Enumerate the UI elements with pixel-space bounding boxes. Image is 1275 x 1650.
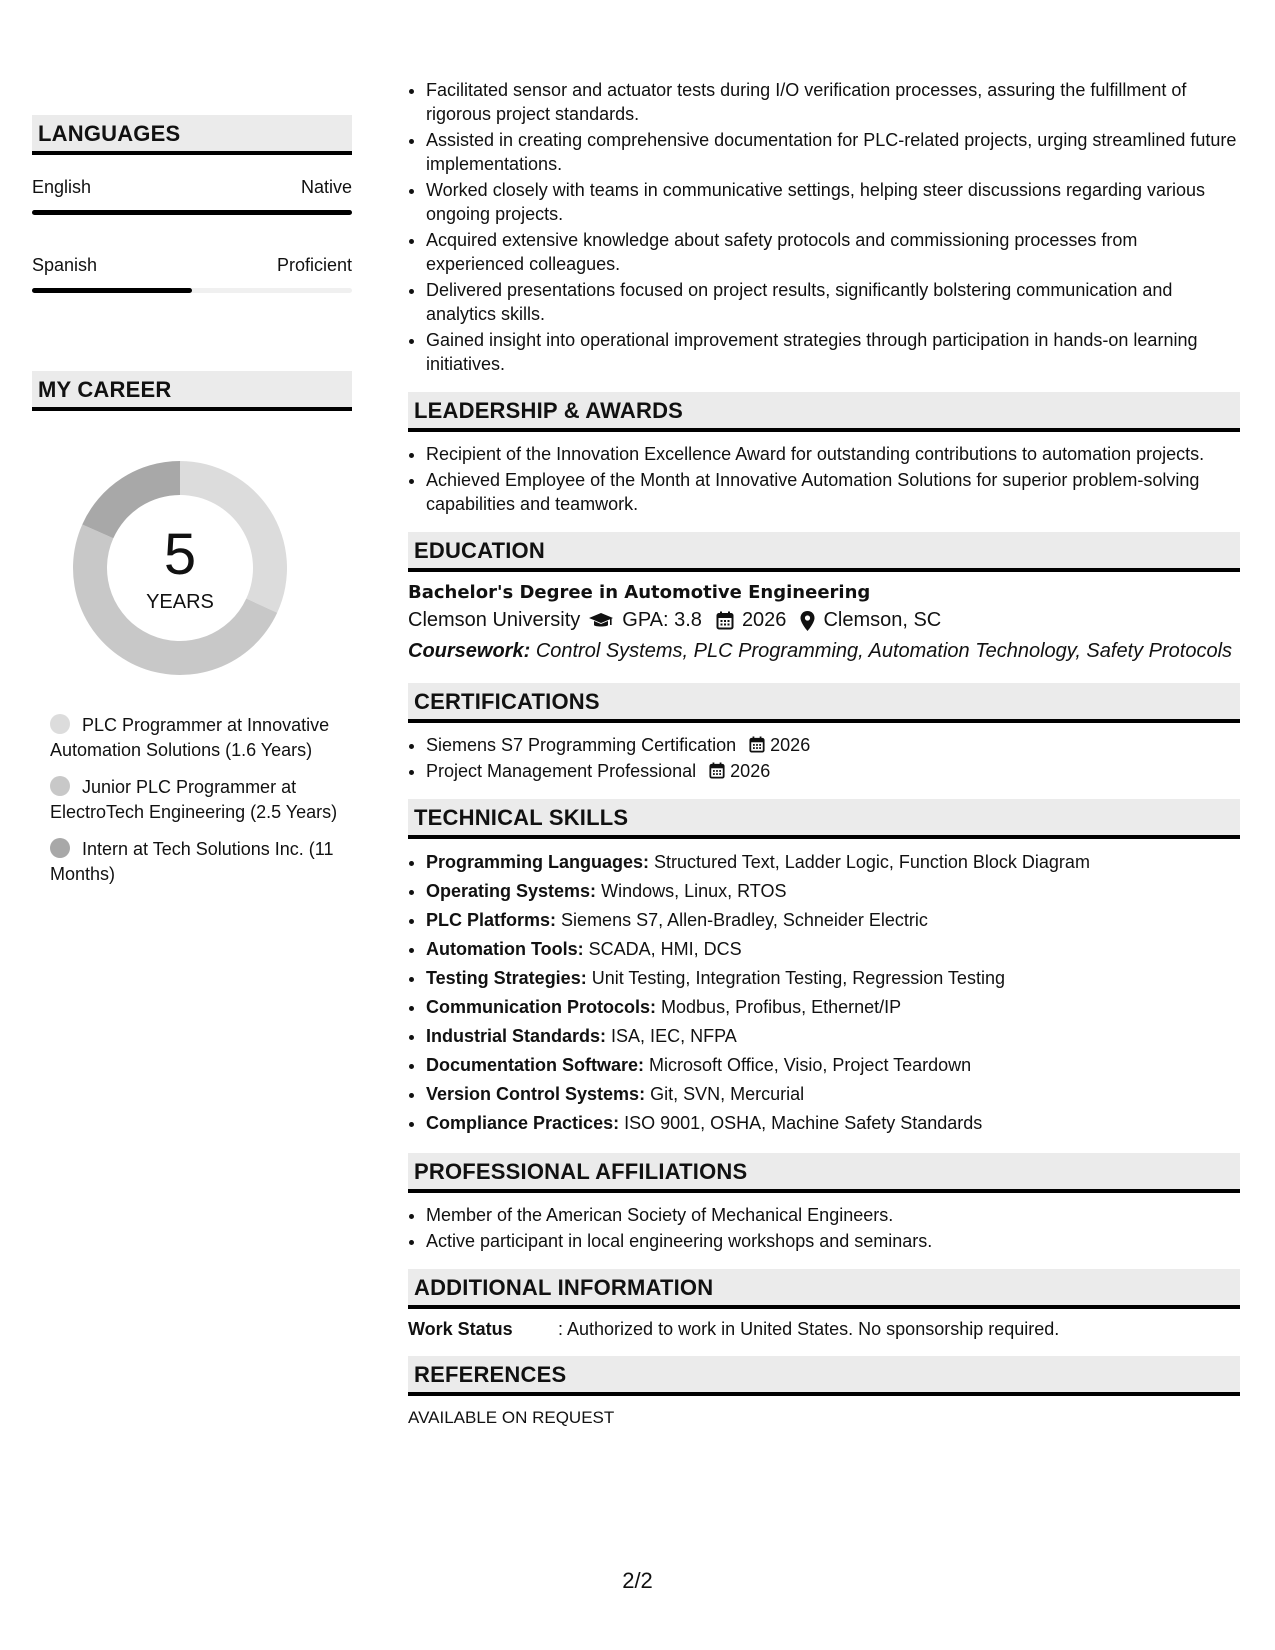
list-item bbox=[426, 878, 1240, 905]
legend-dot bbox=[50, 776, 70, 796]
skill-category: Industrial Standards: bbox=[426, 1026, 607, 1046]
skill-category: Testing Strategies: bbox=[426, 968, 587, 988]
calendar-icon bbox=[709, 762, 725, 779]
language-level-bar bbox=[32, 210, 352, 215]
gpa: GPA: 3.8 bbox=[622, 609, 702, 631]
list-item: • Facilitated sensor and actuator tests during I/O verification processes, assuring the fulfillment of rigorous project standards. bbox=[426, 78, 1240, 126]
school-name: Clemson University bbox=[408, 609, 581, 631]
certification-year: 2026 bbox=[730, 761, 771, 781]
experience-bullets bbox=[408, 78, 1240, 376]
skill-category: Version Control Systems: bbox=[426, 1084, 646, 1104]
language-level: Native bbox=[300, 177, 352, 197]
list-item bbox=[426, 1052, 1240, 1079]
affiliations-heading: PROFESSIONAL AFFILIATIONS bbox=[408, 1153, 1240, 1193]
skills-heading: TECHNICAL SKILLS bbox=[408, 799, 1240, 839]
list-item: • Assisted in creating comprehensive documentation for PLC-related projects, urging streamlined future implementations. bbox=[426, 128, 1240, 176]
work-status-label: Work Status bbox=[408, 1319, 513, 1339]
career-total-number: 5 bbox=[163, 522, 197, 587]
school-location: Clemson, SC bbox=[823, 609, 942, 631]
career-legend bbox=[32, 713, 352, 887]
degree-title: Bachelor's Degree in Automotive Engineering bbox=[408, 582, 871, 603]
list-item bbox=[426, 733, 1240, 757]
skills-section bbox=[408, 799, 1240, 1137]
language-item bbox=[32, 255, 352, 293]
skill-category: Communication Protocols: bbox=[426, 997, 657, 1017]
calendar-icon bbox=[716, 611, 734, 630]
language-level-fill bbox=[32, 210, 352, 215]
career-legend-item bbox=[50, 837, 352, 887]
list-item bbox=[426, 936, 1240, 963]
skill-category: PLC Platforms: bbox=[426, 910, 557, 930]
certifications-list bbox=[408, 733, 1240, 783]
list-item bbox=[426, 965, 1240, 992]
language-level-fill bbox=[32, 288, 192, 293]
page-number: 2/2 bbox=[622, 1568, 653, 1593]
education-section bbox=[408, 532, 1240, 663]
affiliations-list bbox=[408, 1203, 1240, 1253]
career-total-unit: YEARS bbox=[146, 591, 214, 613]
skill-values: Modbus, Profibus, Ethernet/IP bbox=[661, 997, 902, 1017]
legend-dot bbox=[50, 838, 70, 858]
additional-info-heading: ADDITIONAL INFORMATION bbox=[408, 1269, 1240, 1309]
list-item bbox=[426, 907, 1240, 934]
work-status-value: : Authorized to work in United States. No sponsorship required. bbox=[558, 1319, 1060, 1339]
language-level-bar bbox=[32, 288, 352, 293]
skill-values: ISA, IEC, NFPA bbox=[611, 1026, 737, 1046]
list-item: • Member of the American Society of Mechanical Engineers. bbox=[426, 1203, 1240, 1227]
graduation-year: 2026 bbox=[741, 609, 787, 631]
additional-info-section bbox=[408, 1269, 1240, 1340]
language-name: Spanish bbox=[32, 255, 98, 275]
skill-values: Structured Text, Ladder Logic, Function Block Diagram bbox=[654, 852, 1090, 872]
skill-values: Unit Testing, Integration Testing, Regression Testing bbox=[591, 968, 1005, 988]
certifications-heading: CERTIFICATIONS bbox=[408, 683, 1240, 723]
work-status-row bbox=[408, 1319, 1240, 1340]
skill-category: Automation Tools: bbox=[426, 939, 584, 959]
career-legend-item bbox=[50, 713, 352, 763]
skill-values: Windows, Linux, RTOS bbox=[601, 881, 787, 901]
career-legend-item bbox=[50, 775, 352, 825]
list-item bbox=[426, 994, 1240, 1021]
certifications-section bbox=[408, 683, 1240, 783]
list-item: • Recipient of the Innovation Excellence Award for outstanding contributions to automation projects. bbox=[426, 442, 1240, 466]
leadership-list bbox=[408, 442, 1240, 516]
language-item bbox=[32, 177, 352, 215]
skill-values: Siemens S7, Allen-Bradley, Schneider Electric bbox=[561, 910, 928, 930]
skill-category: Compliance Practices: bbox=[426, 1113, 620, 1133]
list-item bbox=[426, 1023, 1240, 1050]
leadership-section bbox=[408, 392, 1240, 516]
list-item bbox=[426, 1081, 1240, 1108]
skill-values: SCADA, HMI, DCS bbox=[588, 939, 742, 959]
leadership-heading: LEADERSHIP & AWARDS bbox=[408, 392, 1240, 432]
skill-values: ISO 9001, OSHA, Machine Safety Standards bbox=[624, 1113, 983, 1133]
language-level: Proficient bbox=[276, 255, 352, 275]
legend-dot bbox=[50, 714, 70, 734]
skill-category: Documentation Software: bbox=[426, 1055, 645, 1075]
coursework bbox=[408, 640, 1240, 663]
references-section bbox=[408, 1356, 1240, 1428]
references-text: AVAILABLE ON REQUEST bbox=[408, 1408, 615, 1427]
certification-year: 2026 bbox=[770, 735, 811, 755]
list-item: • Achieved Employee of the Month at Innovative Automation Solutions for superior problem-solving capabilities and teamwork. bbox=[426, 468, 1240, 516]
career-legend-label: Junior PLC Programmer at ElectroTech Engineering (2.5 Years) bbox=[50, 777, 338, 822]
skill-values: Microsoft Office, Visio, Project Teardown bbox=[649, 1055, 972, 1075]
list-item bbox=[426, 1110, 1240, 1137]
languages-heading: LANGUAGES bbox=[32, 115, 352, 155]
references-heading: REFERENCES bbox=[408, 1356, 1240, 1396]
skill-values: Git, SVN, Mercurial bbox=[650, 1084, 805, 1104]
skills-list bbox=[408, 849, 1240, 1137]
skill-category: Programming Languages: bbox=[426, 852, 650, 872]
main-content bbox=[408, 78, 1240, 1428]
calendar-icon bbox=[749, 736, 765, 753]
skill-category: Operating Systems: bbox=[426, 881, 597, 901]
coursework-list: Control Systems, PLC Programming, Automation Technology, Safety Protocols bbox=[535, 640, 1233, 662]
career-legend-label: PLC Programmer at Innovative Automation Solutions (1.6 Years) bbox=[50, 715, 330, 760]
education-heading: EDUCATION bbox=[408, 532, 1240, 572]
list-item bbox=[426, 849, 1240, 876]
affiliations-section bbox=[408, 1153, 1240, 1253]
list-item: • Gained insight into operational improvement strategies through participation in hands-on learning initiatives. bbox=[426, 328, 1240, 376]
career-donut-chart bbox=[65, 453, 295, 683]
sidebar bbox=[32, 115, 352, 899]
career-heading: MY CAREER bbox=[32, 371, 352, 411]
career-legend-label: Intern at Tech Solutions Inc. (11 Months) bbox=[50, 839, 334, 884]
list-item: • Delivered presentations focused on project results, significantly bolstering communication and analytics skills. bbox=[426, 278, 1240, 326]
coursework-label: Coursework: bbox=[408, 640, 531, 662]
map-pin-icon bbox=[800, 611, 815, 631]
language-name: English bbox=[32, 177, 92, 197]
list-item bbox=[426, 759, 1240, 783]
list-item: • Worked closely with teams in communicative settings, helping steer discussions regarding various ongoing projects. bbox=[426, 178, 1240, 226]
certification-name: Project Management Professional bbox=[426, 761, 697, 781]
list-item: • Active participant in local engineering workshops and seminars. bbox=[426, 1229, 1240, 1253]
list-item: • Acquired extensive knowledge about safety protocols and commissioning processes from experienced colleagues. bbox=[426, 228, 1240, 276]
graduation-cap-icon bbox=[588, 612, 614, 630]
certification-name: Siemens S7 Programming Certification bbox=[426, 735, 737, 755]
education-details bbox=[408, 609, 1240, 632]
